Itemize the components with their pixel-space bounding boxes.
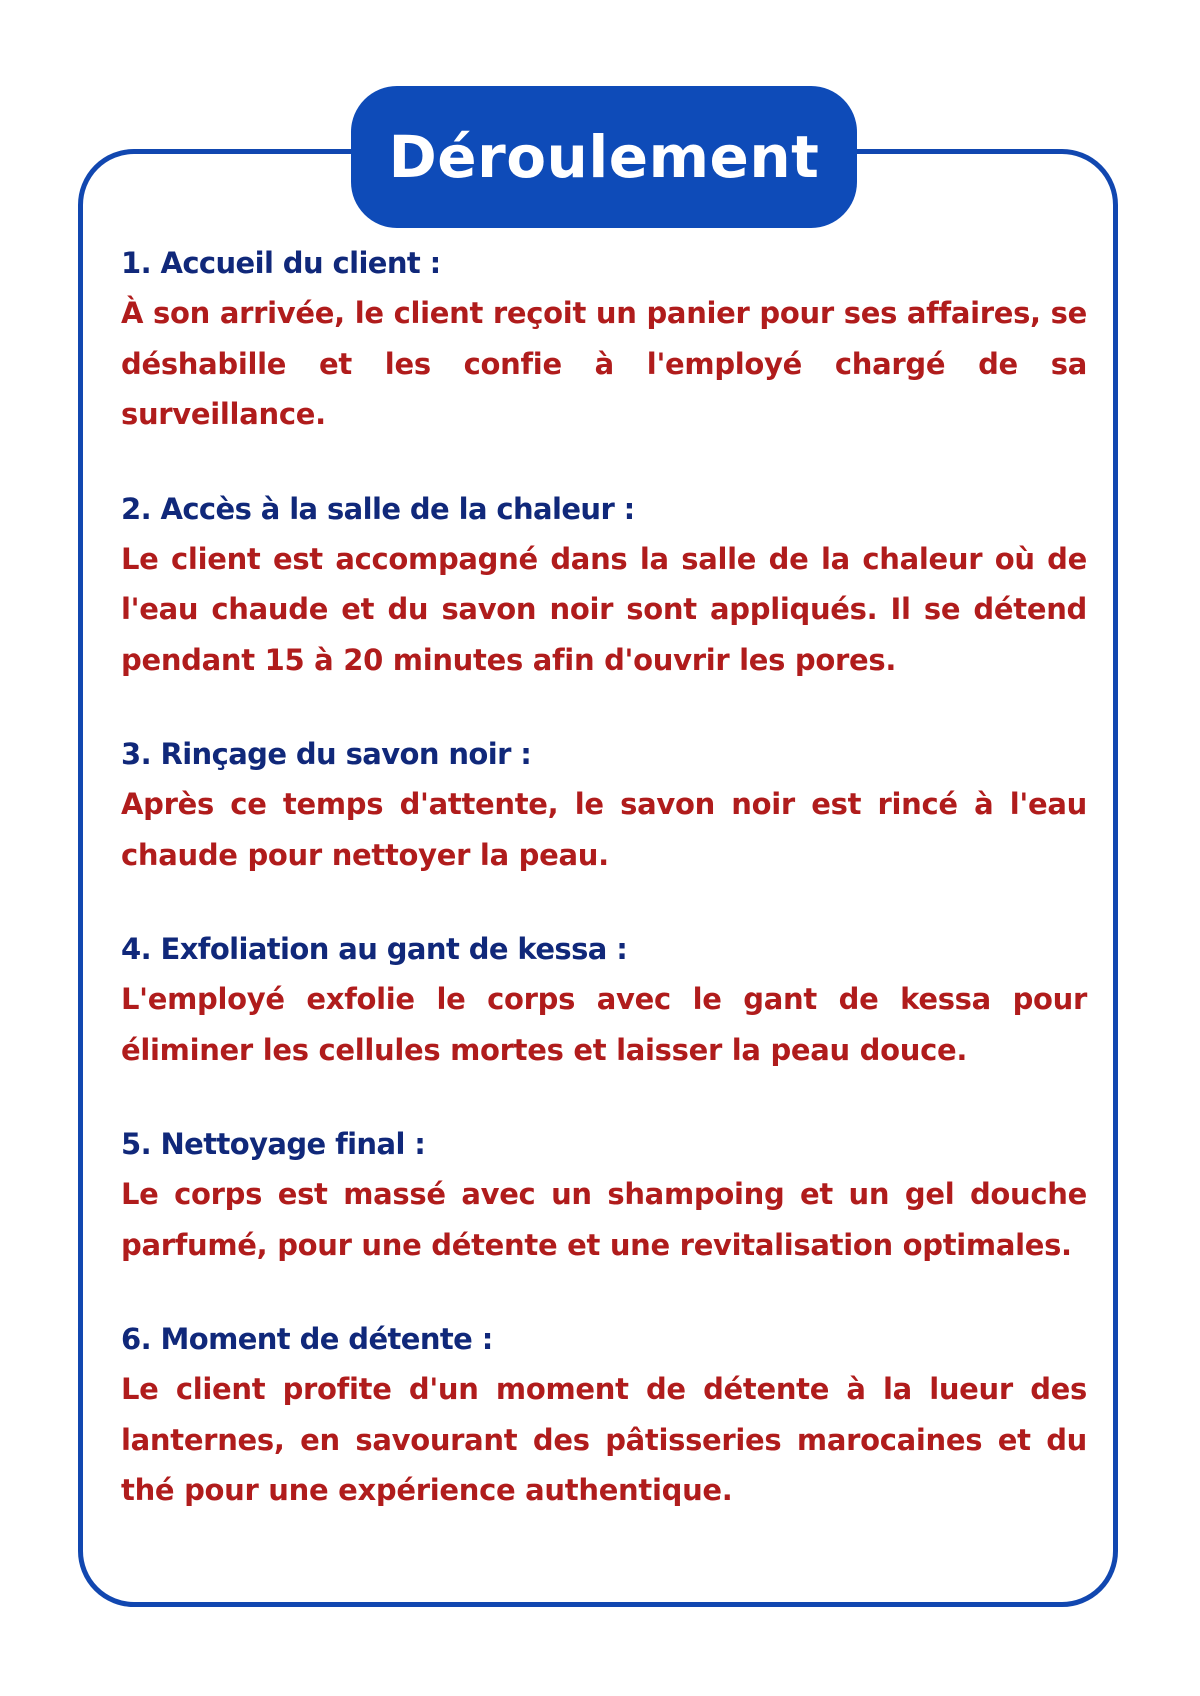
step-heading: 4. Exfoliation au gant de kessa : [121,932,628,966]
step-5 [121,1119,1087,1270]
step-2 [121,484,1087,686]
step-description: L'employé exfolie le corps avec le gant de kessa pour éliminer les cellules mortes et laisser la peau douce. [121,982,1087,1067]
step-description: Après ce temps d'attente, le savon noir est rincé à l'eau chaude pour nettoyer la peau. [121,787,1087,872]
step-heading: 6. Moment de détente : [121,1322,493,1356]
step-1 [121,238,1087,440]
step-description: Le client est accompagné dans la salle de la chaleur où de l'eau chaude et du savon noir sont appliqués. Il se détend pendant 15 à 20 minutes afin d'ouvrir les pores. [121,541,1087,677]
page-title: Déroulement [388,123,820,191]
step-heading: 1. Accueil du client : [121,246,441,280]
step-description: À son arrivée, le client reçoit un panier pour ses affaires, se déshabille et les confie à l'employé chargé de sa surveillance. [121,296,1087,431]
step-heading: 3. Rinçage du savon noir : [121,737,532,771]
step-description: Le client profite d'un moment de détente à la lueur des lanternes, en savourant des pâtisseries marocaines et du thé pour une expérience authentique. [121,1372,1087,1507]
steps-list [121,238,1087,1560]
step-6 [121,1314,1087,1516]
step-3 [121,729,1087,880]
step-description: Le corps est massé avec un shampoing et un gel douche parfumé, pour une détente et une revitalisation optimales. [121,1177,1087,1262]
step-heading: 2. Accès à la salle de la chaleur : [121,491,635,526]
step-heading: 5. Nettoyage final : [121,1127,426,1161]
step-4 [121,924,1087,1075]
title-banner [351,86,857,228]
